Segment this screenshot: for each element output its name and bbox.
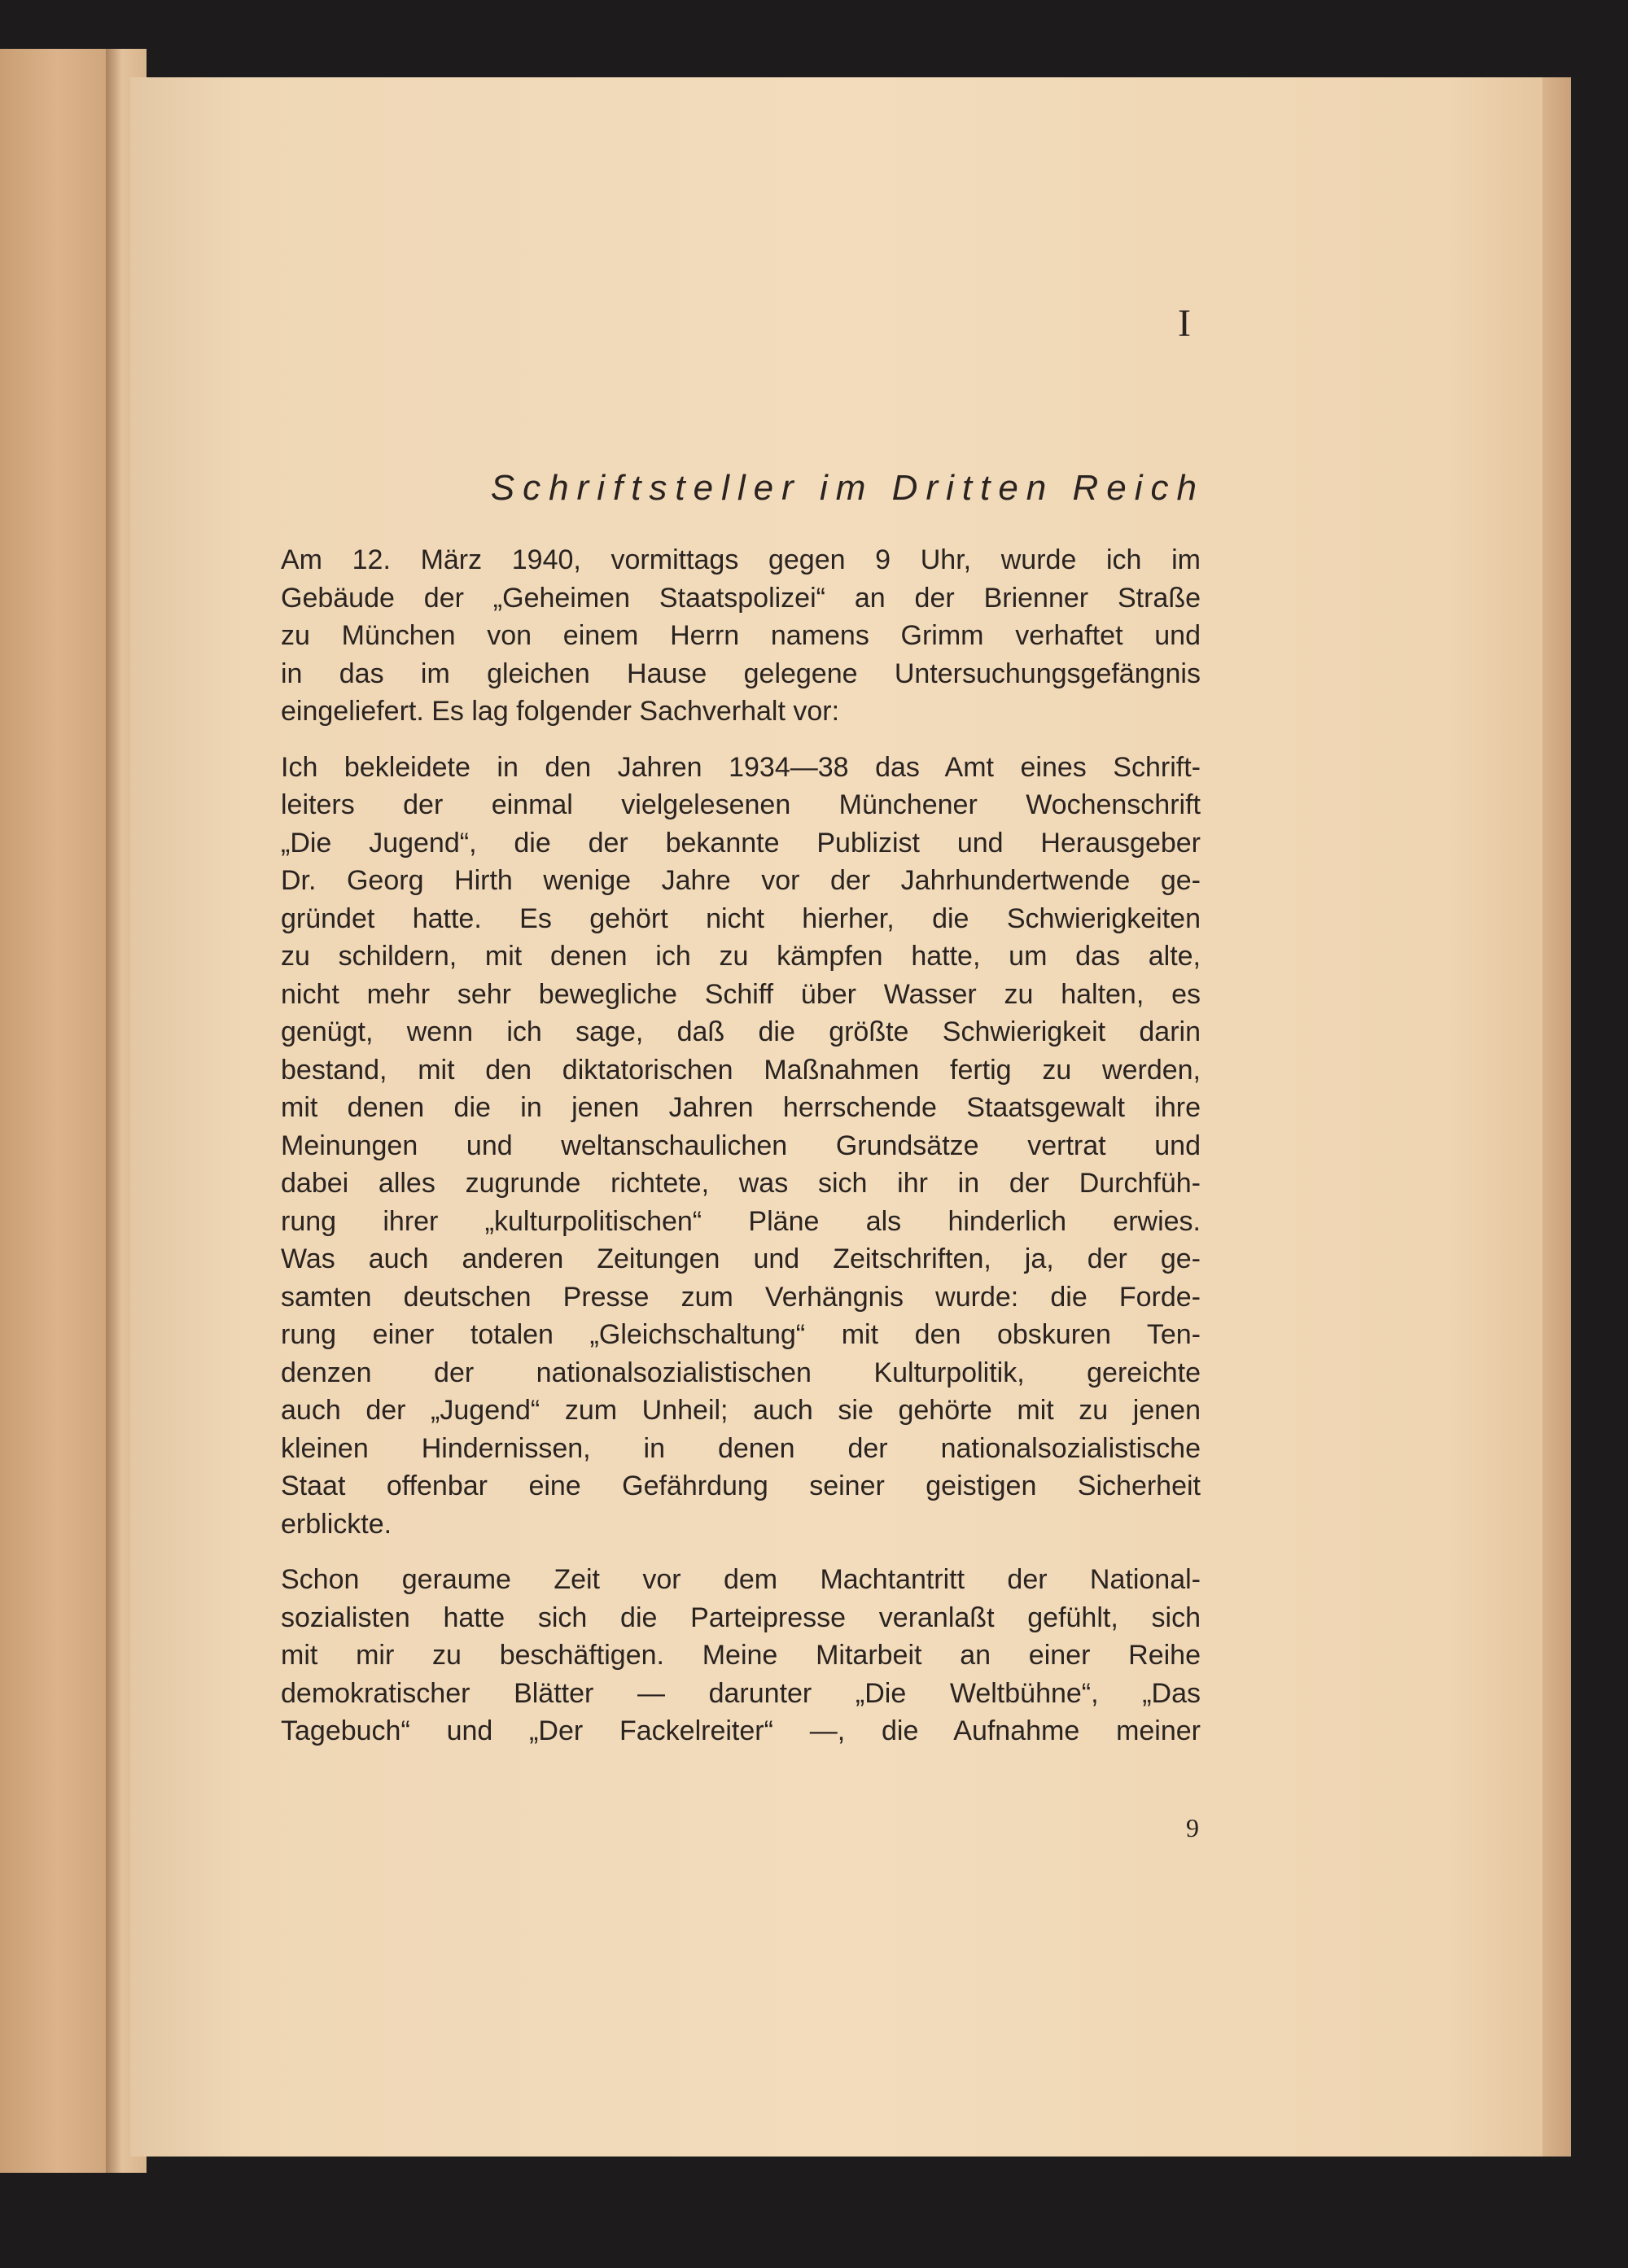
text-line: Schon geraume Zeit vor dem Machtantritt der National- [281, 1564, 1201, 1595]
text-line: Dr. Georg Hirth wenige Jahre vor der Jahrhundertwende ge- [281, 865, 1201, 896]
text-line: Tagebuch“ und „Der Fackelreiter“ —, die Aufnahme meiner [281, 1715, 1201, 1746]
text-line: in das im gleichen Hause gelegene Untersuchungsgefängnis [281, 658, 1201, 689]
text-line: mit denen die in jenen Jahren herrschende Staatsgewalt ihre [281, 1092, 1201, 1123]
text-line: kleinen Hindernissen, in denen der nationalsozialistische [281, 1432, 1201, 1464]
text-line: Am 12. März 1940, vormittags gegen 9 Uhr, wurde ich im [281, 544, 1201, 575]
body-text [281, 541, 1201, 1768]
chapter-number: I [1178, 302, 1191, 345]
text-line: auch der „Jugend“ zum Unheil; auch sie gehörte mit zu jenen [281, 1395, 1201, 1426]
text-line: eingeliefert. Es lag folgender Sachverhalt vor: [281, 696, 840, 727]
text-line: denzen der nationalsozialistischen Kulturpolitik, gereichte [281, 1357, 1201, 1388]
text-line: zu München von einem Herrn namens Grimm verhaftet und [281, 620, 1201, 651]
paragraph-2 [281, 749, 1201, 1544]
page-right-edge [1543, 77, 1571, 2157]
text-line: bestand, mit den diktatorischen Maßnahmen fertig zu werden, [281, 1054, 1201, 1086]
paragraph-1 [281, 541, 1201, 731]
left-page-edge [0, 49, 106, 2173]
text-line: genügt, wenn ich sage, daß die größte Schwierigkeit darin [281, 1016, 1201, 1047]
text-line: mit mir zu beschäftigen. Meine Mitarbeit an einer Reihe [281, 1640, 1201, 1671]
text-line: rung einer totalen „Gleichschaltung“ mit den obskuren Ten- [281, 1319, 1201, 1350]
text-line: Was auch anderen Zeitungen und Zeitschriften, ja, der ge- [281, 1243, 1201, 1274]
page-number: 9 [1186, 1813, 1199, 1842]
paragraph-3 [281, 1561, 1201, 1750]
text-line: Staat offenbar eine Gefährdung seiner geistigen Sicherheit [281, 1470, 1201, 1501]
text-line: Ich bekleidete in den Jahren 1934—38 das Amt eines Schrift- [281, 751, 1201, 783]
text-line: samten deutschen Presse zum Verhängnis wurde: die Forde- [281, 1281, 1201, 1313]
text-line: gründet hatte. Es gehört nicht hierher, die Schwierigkeiten [281, 902, 1201, 934]
text-line: sozialisten hatte sich die Parteipresse veranlaßt gefühlt, sich [281, 1602, 1201, 1633]
text-line: Meinungen und weltanschaulichen Grundsätze vertrat und [281, 1130, 1201, 1161]
text-line: zu schildern, mit denen ich zu kämpfen hatte, um das alte, [281, 941, 1201, 972]
text-line: „Die Jugend“, die der bekannte Publizist und Herausgeber [281, 827, 1201, 859]
text-line: erblickte. [281, 1508, 392, 1540]
text-line: nicht mehr sehr bewegliche Schiff über Wasser zu halten, es [281, 978, 1201, 1010]
text-line: Gebäude der „Geheimen Staatspolizei“ an der Brienner Straße [281, 582, 1201, 614]
chapter-title: Schriftsteller im Dritten Reich [490, 468, 1205, 508]
text-line: leiters der einmal vielgelesenen Münchener Wochenschrift [281, 789, 1201, 820]
text-line: demokratischer Blätter — darunter „Die Weltbühne“, „Das [281, 1677, 1201, 1709]
text-line: rung ihrer „kulturpolitischen“ Pläne als hinderlich erwies. [281, 1205, 1201, 1237]
text-line: dabei alles zugrunde richtete, was sich ihr in der Durchfüh- [281, 1168, 1201, 1199]
